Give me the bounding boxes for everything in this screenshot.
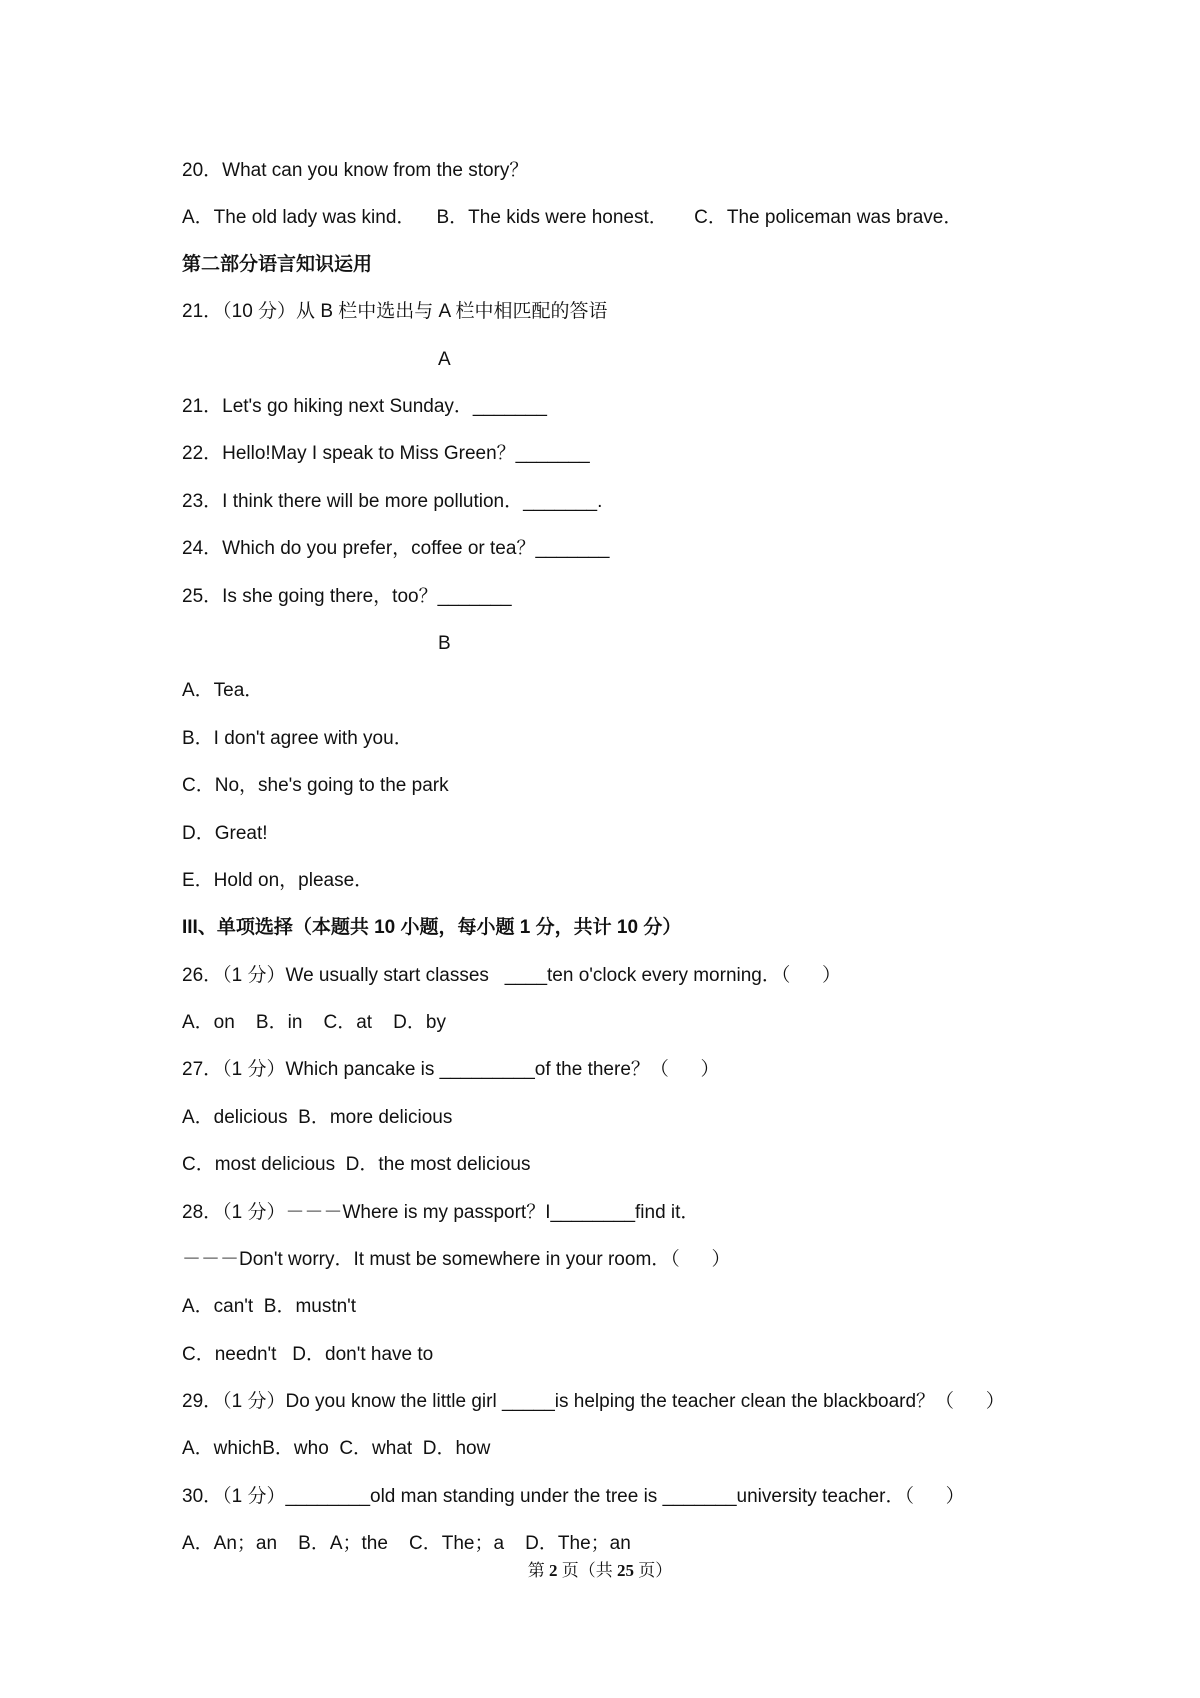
question-29-options: A．whichB．who C．what D．how xyxy=(182,1438,491,1459)
footer-total-pages: 25 xyxy=(617,1561,634,1580)
section-heading-part-two: 第二部分语言知识运用 xyxy=(182,254,373,275)
answer-option-d: D．Great! xyxy=(182,823,268,844)
question-28-response: －－－Don't worry．It must be somewhere in your room．（ ） xyxy=(182,1249,731,1270)
question-20-options: A．The old lady was kind． B．The kids were honest． C．The policeman was brave． xyxy=(182,207,963,228)
footer-page-number: 2 xyxy=(549,1561,558,1580)
match-item-23: 23．I think there will be more pollution．_______. xyxy=(182,491,603,512)
question-28-options-2: C．needn't D．don't have to xyxy=(182,1344,434,1365)
page-footer xyxy=(0,1560,1200,1582)
question-30-options: A．An；an B．A；the C．The；a D．The；an xyxy=(182,1533,631,1554)
question-27-options-1: A．delicious B．more delicious xyxy=(182,1107,453,1128)
question-26-options: A．on B．in C．at D．by xyxy=(182,1012,446,1033)
answer-option-e: E．Hold on，please． xyxy=(182,870,374,891)
footer-suffix: 页） xyxy=(634,1561,673,1580)
question-28: 28．（1 分）－－－Where is my passport？I________find it． xyxy=(182,1202,700,1223)
answer-option-a: A．Tea． xyxy=(182,680,264,701)
question-30: 30．（1 分）________old man standing under the tree is _______university teacher．（ ） xyxy=(182,1486,965,1507)
question-27: 27．（1 分）Which pancake is _________of the there？（ ） xyxy=(182,1059,720,1080)
question-27-options-2: C．most delicious D．the most delicious xyxy=(182,1154,531,1175)
section-heading-single-choice: III、单项选择（本题共 10 小题，每小题 1 分，共计 10 分） xyxy=(182,917,682,938)
answer-option-b: B．I don't agree with you． xyxy=(182,728,413,749)
footer-prefix: 第 xyxy=(527,1561,549,1580)
footer-middle: 页（共 xyxy=(557,1561,617,1580)
match-item-22: 22．Hello!May I speak to Miss Green？_______ xyxy=(182,443,590,464)
match-item-25: 25．Is she going there，too？_______ xyxy=(182,586,512,607)
question-28-options-1: A．can't B．mustn't xyxy=(182,1296,357,1317)
question-26: 26．（1 分）We usually start classes ____ten o'clock every morning．（ ） xyxy=(182,965,842,986)
column-b-label: B xyxy=(438,633,451,654)
question-29: 29．（1 分）Do you know the little girl _____is helping the teacher clean the blackboard？（ ） xyxy=(182,1391,1005,1412)
question-21-instruction: 21．（10 分）从 B 栏中选出与 A 栏中相匹配的答语 xyxy=(182,301,608,322)
column-a-label: A xyxy=(438,349,451,370)
question-20: 20．What can you know from the story？ xyxy=(182,160,529,181)
match-item-21: 21．Let's go hiking next Sunday．_______ xyxy=(182,396,547,417)
answer-option-c: C．No，she's going to the park xyxy=(182,775,449,796)
match-item-24: 24．Which do you prefer，coffee or tea？_______ xyxy=(182,538,610,559)
